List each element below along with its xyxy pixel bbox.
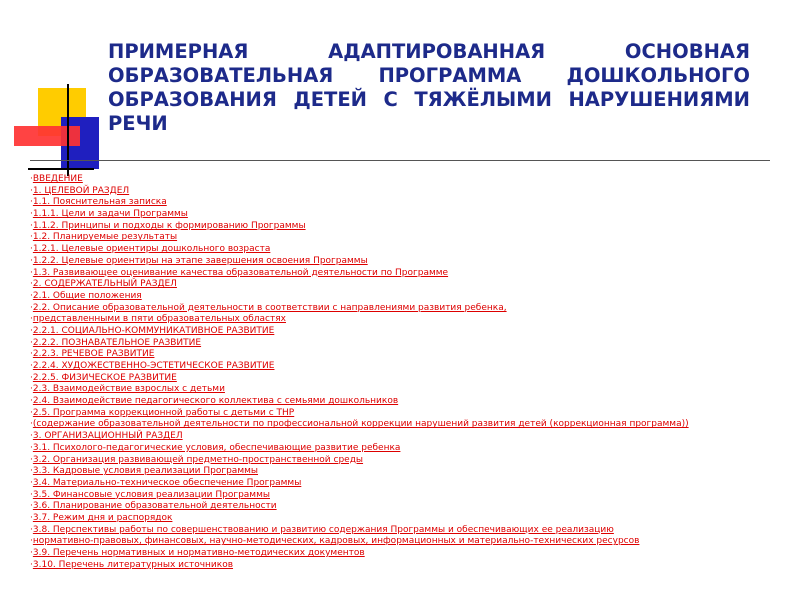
- toc-link[interactable]: 2.4. Взаимодействие педагогического коллектива с семьями дошкольников: [32, 396, 399, 407]
- bullet-icon: ·: [30, 454, 33, 465]
- bullet-icon: ·: [30, 267, 33, 278]
- toc-item: [30, 303, 790, 315]
- bullet-icon: ·: [30, 524, 33, 535]
- bullet-icon: ·: [30, 290, 33, 301]
- toc-item: [30, 186, 790, 198]
- toc-link[interactable]: 3.9. Перечень нормативных и нормативно-методических документов: [32, 548, 365, 558]
- toc-link[interactable]: 3.8. Перспективы работы по совершенствованию и развитию содержания Программы и обеспечивающих ее реализацию: [32, 524, 614, 535]
- bullet-icon: ·: [30, 232, 33, 243]
- toc-link[interactable]: 1. ЦЕЛЕВОЙ РАЗДЕЛ: [32, 185, 130, 196]
- bullet-icon: ·: [30, 185, 33, 196]
- bullet-icon: ·: [30, 548, 33, 558]
- toc-link[interactable]: 2.2.2. ПОЗНАВАТЕЛЬНОЕ РАЗВИТИЕ: [32, 337, 202, 348]
- bullet-icon: ·: [30, 396, 33, 407]
- toc-link[interactable]: 3. ОРГАНИЗАЦИОННЫЙ РАЗДЕЛ: [32, 431, 183, 442]
- toc-item: [30, 408, 790, 420]
- toc-item: [30, 256, 790, 268]
- toc-link[interactable]: 2.2. Описание образовательной деятельности в соответствии с направлениями развития ребенка,: [32, 302, 507, 313]
- bullet-icon: ·: [30, 477, 33, 488]
- bullet-icon: ·: [30, 361, 33, 371]
- toc-link[interactable]: 1.1.1. Цели и задачи Программы: [32, 209, 188, 220]
- toc-link[interactable]: 3.3. Кадровые условия реализации Программы: [32, 466, 259, 477]
- toc-link[interactable]: 2.5. Программа коррекционной работы с детьми с ТНР: [32, 407, 295, 418]
- toc-link[interactable]: 2.2.3. РЕЧЕВОЕ РАЗВИТИЕ: [32, 349, 155, 360]
- toc-link[interactable]: 3.5. Финансовые условия реализации Программы: [32, 489, 270, 500]
- bullet-icon: ·: [30, 536, 33, 547]
- vertical-line-decoration: [67, 84, 69, 176]
- toc-item: [30, 268, 790, 280]
- toc-item: [30, 209, 790, 221]
- toc-item: [30, 490, 790, 502]
- toc-item: [30, 548, 790, 560]
- toc-item: [30, 443, 790, 455]
- toc-link[interactable]: нормативно-правовых, финансовых, научно-методических, кадровых, информационных и материально-технических ресурсов: [32, 536, 640, 547]
- toc-link[interactable]: 2.1. Общие положения: [32, 290, 142, 301]
- bullet-icon: ·: [30, 279, 33, 290]
- bullet-icon: ·: [30, 372, 33, 383]
- title-divider: [30, 160, 770, 161]
- bullet-icon: ·: [30, 220, 33, 231]
- toc-item: [30, 431, 790, 443]
- toc-item: [30, 384, 790, 396]
- toc-item: [30, 478, 790, 490]
- bullet-icon: ·: [30, 466, 33, 477]
- toc-link[interactable]: 1.1. Пояснительная записка: [32, 197, 167, 208]
- toc-item: [30, 396, 790, 408]
- bullet-icon: ·: [30, 559, 33, 570]
- bullet-icon: ·: [30, 501, 33, 512]
- toc-link[interactable]: ВВЕДЕНИЕ: [32, 174, 83, 184]
- toc-item: [30, 244, 790, 256]
- toc-link[interactable]: (содержание образовательной деятельности по профессиональной коррекции нарушений развития детей (коррекционная программа)): [32, 419, 689, 430]
- bullet-icon: ·: [30, 489, 33, 500]
- bullet-icon: ·: [30, 209, 33, 220]
- toc-item: [30, 197, 790, 209]
- bullet-icon: ·: [30, 419, 33, 430]
- toc-item: [30, 291, 790, 303]
- toc-item: [30, 338, 790, 350]
- toc-item: [30, 174, 790, 186]
- toc-item: [30, 373, 790, 385]
- toc-link[interactable]: 2.2.1. СОЦИАЛЬНО-КОММУНИКАТИВНОЕ РАЗВИТИЕ: [32, 325, 275, 336]
- bullet-icon: ·: [30, 314, 33, 325]
- bullet-icon: ·: [30, 431, 33, 442]
- toc-link[interactable]: 3.6. Планирование образовательной деятельности: [32, 501, 277, 512]
- toc-link[interactable]: 3.2. Организация развивающей предметно-пространственной среды: [32, 454, 364, 465]
- toc-link[interactable]: 2.2.5. ФИЗИЧЕСКОЕ РАЗВИТИЕ: [32, 372, 177, 383]
- toc-item: [30, 501, 790, 513]
- toc-link[interactable]: 1.3. Развивающее оценивание качества образовательной деятельности по Программе: [32, 267, 449, 278]
- bullet-icon: ·: [30, 325, 33, 336]
- toc-item: [30, 419, 790, 431]
- toc-item: [30, 455, 790, 467]
- bullet-icon: ·: [30, 255, 33, 266]
- toc-link[interactable]: 3.7. Режим дня и распорядок: [32, 512, 173, 523]
- bullet-icon: ·: [30, 349, 33, 360]
- toc-item: [30, 525, 790, 537]
- table-of-contents: [30, 174, 790, 571]
- toc-item: [30, 326, 790, 338]
- toc-link[interactable]: 1.1.2. Принципы и подходы к формированию Программы: [32, 220, 306, 231]
- bullet-icon: ·: [30, 244, 33, 255]
- toc-link[interactable]: 1.2.2. Целевые ориентиры на этапе завершения освоения Программы: [32, 255, 368, 266]
- toc-item: [30, 466, 790, 478]
- toc-item: [30, 279, 790, 291]
- red-bar-decoration: [14, 126, 80, 146]
- slide-title: ПРИМЕРНАЯ АДАПТИРОВАННАЯ ОСНОВНАЯ ОБРАЗОВАТЕЛЬНАЯ ПРОГРАММА ДОШКОЛЬНОГО ОБРАЗОВАНИЯ ДЕТЕЙ С ТЯЖЁЛЫМИ НАРУШЕНИЯМИ РЕЧИ: [108, 40, 750, 135]
- toc-link[interactable]: 3.1. Психолого-педагогические условия, обеспечивающие развитие ребенка: [32, 442, 401, 453]
- toc-link[interactable]: 1.2. Планируемые результаты: [32, 232, 178, 243]
- toc-link[interactable]: представленными в пяти образовательных областях: [32, 314, 286, 325]
- toc-item: [30, 513, 790, 525]
- toc-link[interactable]: 1.2.1. Целевые ориентиры дошкольного возраста: [32, 244, 271, 255]
- bullet-icon: ·: [30, 407, 33, 418]
- bullet-icon: ·: [30, 337, 33, 348]
- toc-link[interactable]: 3.4. Материально-техническое обеспечение Программы: [32, 477, 302, 488]
- toc-link[interactable]: 3.10. Перечень литературных источников: [32, 559, 234, 570]
- toc-link[interactable]: 2. СОДЕРЖАТЕЛЬНЫЙ РАЗДЕЛ: [32, 279, 177, 290]
- toc-item: [30, 232, 790, 244]
- bullet-icon: ·: [30, 302, 33, 313]
- toc-item: [30, 560, 790, 572]
- bullet-icon: ·: [30, 174, 33, 184]
- toc-link[interactable]: 2.3. Взаимодействие взрослых с детьми: [32, 384, 225, 395]
- toc-item: [30, 536, 790, 548]
- toc-item: [30, 221, 790, 233]
- bullet-icon: ·: [30, 384, 33, 395]
- toc-item: [30, 314, 790, 326]
- toc-item: [30, 349, 790, 361]
- bullet-icon: ·: [30, 442, 33, 453]
- toc-link[interactable]: 2.2.4. ХУДОЖЕСТВЕННО-ЭСТЕТИЧЕСКОЕ РАЗВИТИЕ: [32, 361, 275, 371]
- bullet-icon: ·: [30, 512, 33, 523]
- toc-item: [30, 361, 790, 373]
- horizontal-line-decoration: [28, 168, 94, 170]
- bullet-icon: ·: [30, 197, 33, 208]
